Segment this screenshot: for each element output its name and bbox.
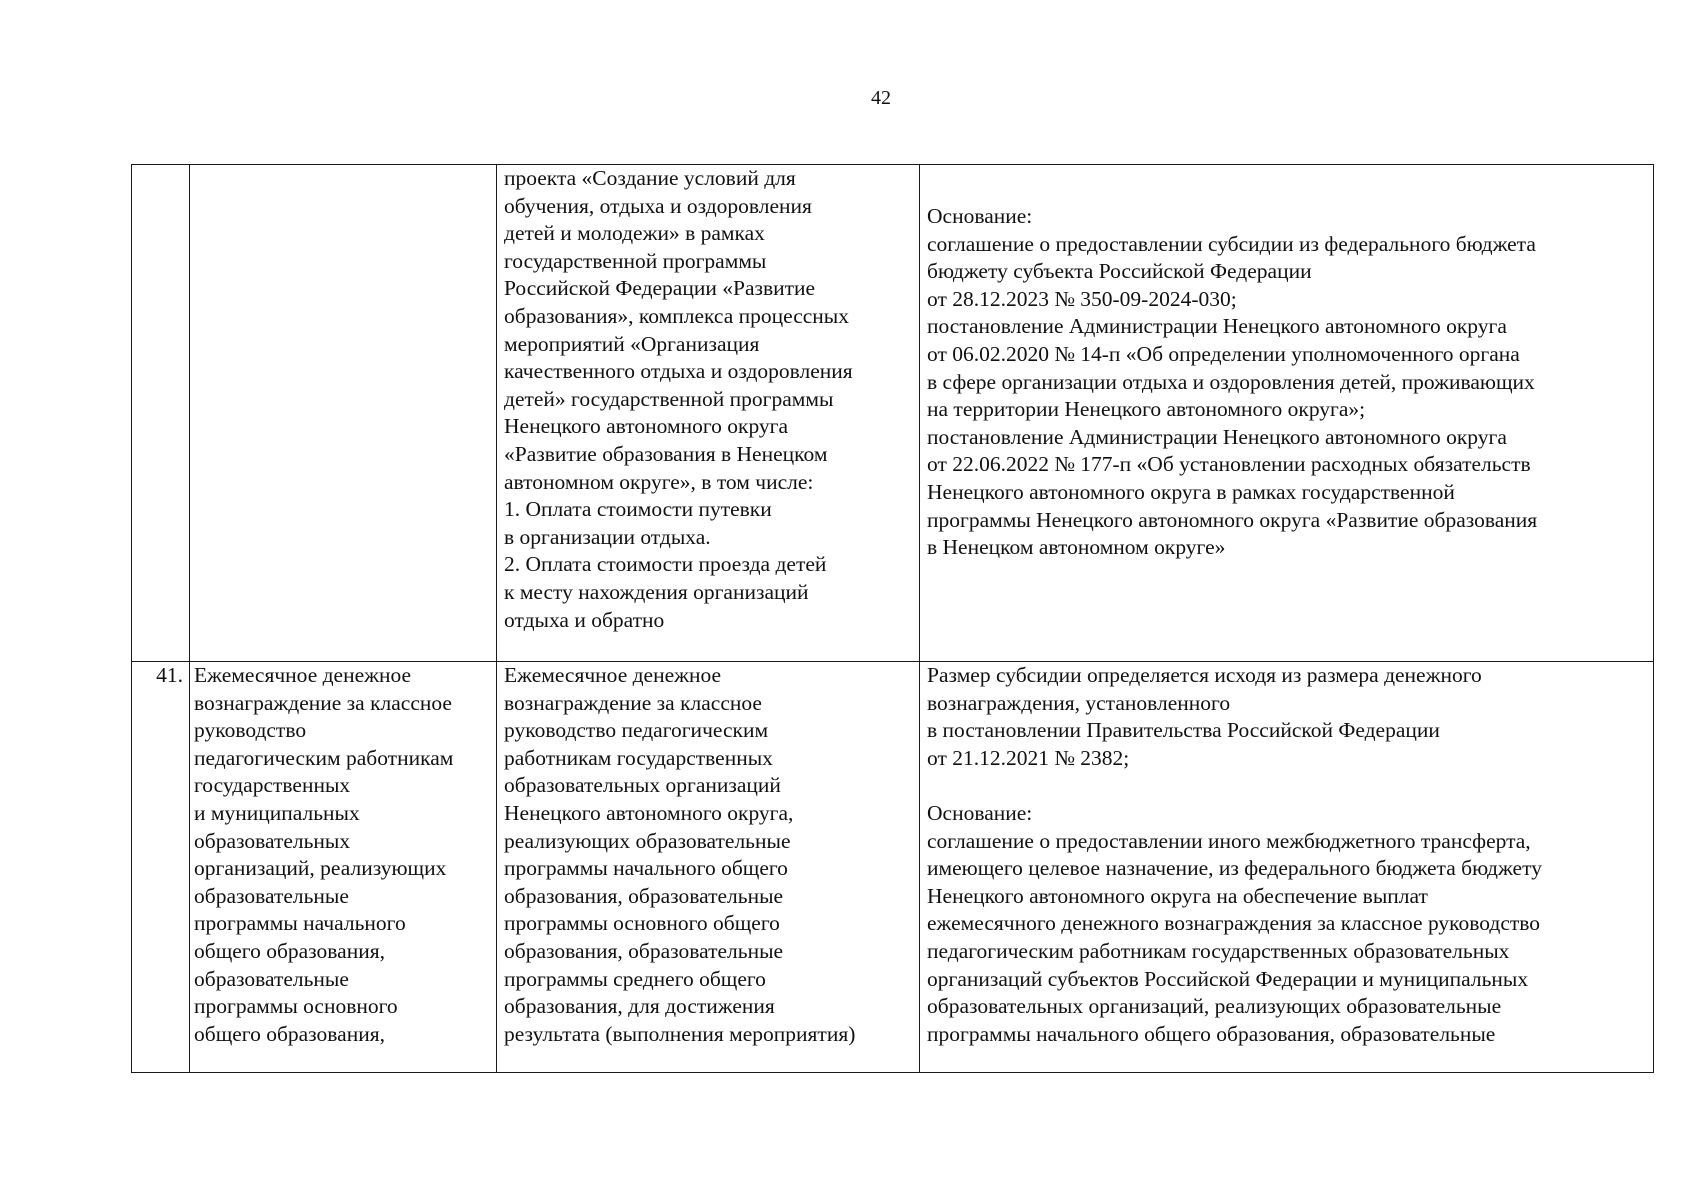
text-line: руководство педагогическим <box>504 718 769 743</box>
table-row <box>132 662 1654 1073</box>
text-line: вознаграждения, установленного <box>927 690 1231 715</box>
text-line: бюджету субъекта Российской Федерации <box>927 259 1312 284</box>
text-line: в Ненецком автономном округе» <box>927 535 1226 560</box>
text-line: в постановлении Правительства Российской Федерации <box>927 718 1440 743</box>
text-line: педагогическим работникам государственных образовательных <box>927 938 1510 963</box>
text-line: от 28.12.2023 № 350-09-2024-030; <box>927 286 1237 311</box>
text-line: качественного отдыха и оздоровления <box>504 359 853 384</box>
text-line: от 21.12.2021 № 2382; <box>927 745 1130 770</box>
text-line: обучения, отдыха и оздоровления <box>504 193 812 218</box>
text-line: вознаграждение за классное <box>504 690 762 715</box>
text-line: вознаграждение за классное <box>194 690 452 715</box>
text-line: постановление Администрации Ненецкого автономного округа <box>927 314 1507 339</box>
text-line: программы начального общего <box>504 856 788 881</box>
basis-text <box>927 800 1649 1048</box>
text-line: Основание: <box>927 800 1033 825</box>
text-line: организаций, реализующих <box>194 856 447 881</box>
text-line: к месту нахождения организаций <box>504 579 809 604</box>
table-row <box>132 165 1654 662</box>
text-line: образовательных организаций, реализующих образовательные <box>927 994 1502 1019</box>
text-line: 2. Оплата стоимости проезда детей <box>504 552 827 577</box>
text-line: государственной программы <box>504 248 767 273</box>
text-line: Ненецкого автономного округа <box>504 414 789 439</box>
page-number: 42 <box>871 87 891 109</box>
text-line: соглашение о предоставлении иного межбюджетного трансферта, <box>927 828 1531 853</box>
text-line: программы начального <box>194 911 406 936</box>
text-line: результата (выполнения мероприятия) <box>504 1021 856 1046</box>
text-line: Ненецкого автономного округа, <box>504 800 794 825</box>
spacer <box>927 772 1649 800</box>
text-line: организаций субъектов Российской Федерации и муниципальных <box>927 966 1529 991</box>
text-line: в организации отдыха. <box>504 524 711 549</box>
text-line: руководство <box>194 718 307 743</box>
text-line: «Развитие образования в Ненецком <box>504 441 828 466</box>
basis-text <box>927 203 1649 562</box>
text-line: программы основного <box>194 994 398 1019</box>
text-line: общего образования, <box>194 1021 385 1046</box>
text-line: образования, образовательные <box>504 938 784 963</box>
measure-name-cell <box>190 165 497 662</box>
text-line: Ежемесячное денежное <box>504 663 722 687</box>
text-line: и муниципальных <box>194 800 360 825</box>
text-line: программы основного общего <box>504 911 780 936</box>
text-line: постановление Администрации Ненецкого автономного округа <box>927 424 1507 449</box>
text-line: педагогическим работникам <box>194 745 454 770</box>
text-line: автономном округе», в том числе: <box>504 469 814 494</box>
measures-table <box>131 164 1654 1073</box>
measure-result-cell <box>497 165 920 662</box>
text-line: образования», комплекса процессных <box>504 303 849 328</box>
text-line: от 22.06.2022 № 177-п «Об установлении расходных обязательств <box>927 452 1531 477</box>
text-line: соглашение о предоставлении субсидии из федерального бюджета <box>927 231 1536 256</box>
text-line: Ежемесячное денежное <box>194 663 412 687</box>
text-line: Основание: <box>927 204 1033 228</box>
row-number-cell: 41. <box>132 662 190 1073</box>
text-line: образовательные <box>194 966 349 991</box>
text-line: имеющего целевое назначение, из федерального бюджета бюджету <box>927 856 1542 881</box>
spacer <box>927 178 1649 203</box>
text-line: образовательных <box>194 828 351 853</box>
text-line: реализующих образовательные <box>504 828 791 853</box>
text-line: ежемесячного денежного вознаграждения за классное руководство <box>927 911 1541 936</box>
measure-name-cell <box>190 662 497 1073</box>
text-line: образовательные <box>194 883 349 908</box>
text-line: образования, для достижения <box>504 994 775 1019</box>
text-line: образовательных организаций <box>504 773 781 798</box>
text-line: детей и молодежи» в рамках <box>504 221 765 246</box>
measure-result-cell <box>497 662 920 1073</box>
text-line: на территории Ненецкого автономного округа»; <box>927 397 1366 422</box>
text-line: государственных <box>194 773 351 798</box>
text-line: проекта «Создание условий для <box>504 166 796 190</box>
text-line: общего образования, <box>194 938 385 963</box>
text-line: Ненецкого автономного округа в рамках государственной <box>927 479 1455 504</box>
text-line: Ненецкого автономного округа на обеспечение выплат <box>927 883 1428 908</box>
measure-basis-cell <box>920 662 1654 1073</box>
text-line: программы Ненецкого автономного округа «Развитие образования <box>927 507 1538 532</box>
measure-basis-cell <box>920 165 1654 662</box>
text-line: Российской Федерации «Развитие <box>504 276 816 301</box>
text-line: мероприятий «Организация <box>504 331 760 356</box>
text-line: в сфере организации отдыха и оздоровления детей, проживающих <box>927 369 1535 394</box>
text-line: Размер субсидии определяется исходя из размера денежного <box>927 663 1482 687</box>
row-number-cell <box>132 165 190 662</box>
text-line: образования, образовательные <box>504 883 784 908</box>
text-line: программы среднего общего <box>504 966 766 991</box>
text-line: программы начального общего образования, образовательные <box>927 1021 1496 1046</box>
text-line: детей» государственной программы <box>504 386 834 411</box>
text-line: отдыха и обратно <box>504 607 665 632</box>
subsidy-size-text <box>927 662 1649 772</box>
text-line: 1. Оплата стоимости путевки <box>504 497 772 522</box>
text-line: работникам государственных <box>504 745 773 770</box>
text-line: от 06.02.2020 № 14-п «Об определении уполномоченного органа <box>927 341 1520 366</box>
